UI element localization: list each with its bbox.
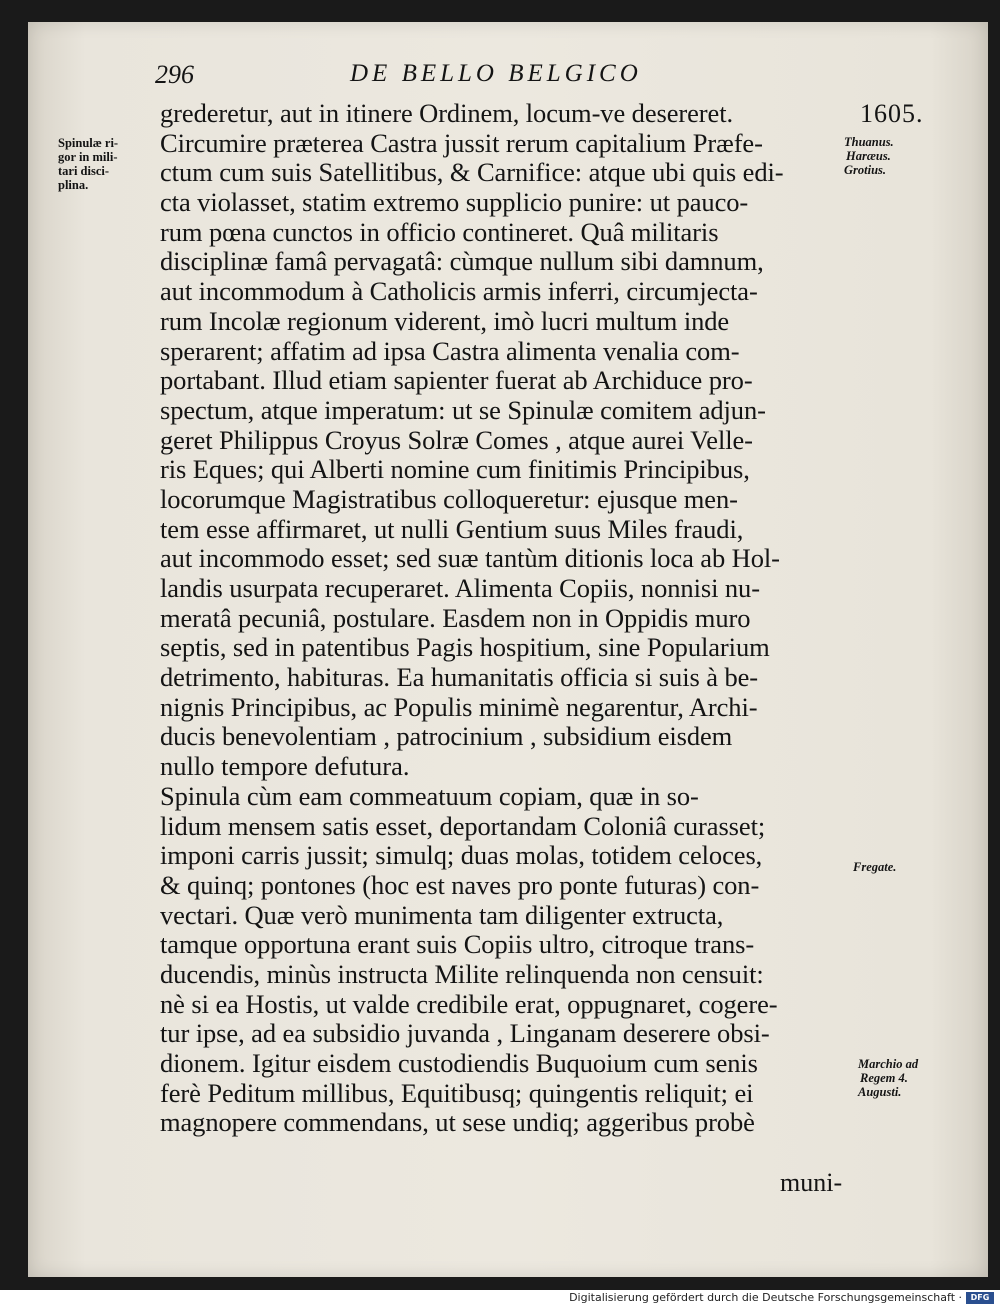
text-line: nullo tempore defutura.	[160, 751, 410, 782]
margin-note-line: gor in mili-	[58, 150, 118, 164]
text-line: cta violasset, statim extremo supplicio punire: ut pauco-	[160, 187, 749, 218]
text-line: ducis benevolentiam , patrocinium , subsidium eisdem	[160, 721, 733, 752]
text-line: spectum, atque imperatum: ut se Spinulæ comitem adjun-	[160, 394, 766, 425]
dfg-logo: DFG	[966, 1292, 994, 1304]
right-margin-marchio	[858, 1057, 958, 1099]
text-line: aut incommodo esset; sed suæ tantùm ditionis loca ab Hol-	[160, 543, 780, 574]
margin-note-line: Regem 4.	[860, 1071, 908, 1085]
margin-note-line: Marchio ad	[858, 1057, 919, 1071]
footer-bar	[0, 1290, 1000, 1307]
text-line: portabant. Illud etiam sapienter fuerat ab Archiduce pro-	[160, 365, 753, 396]
text-line: ctum cum suis Satellitibus, & Carnifice: atque ubi quis edi-	[160, 157, 784, 188]
text-line: vectari. Quæ verò munimenta tam diligenter extructa,	[160, 899, 724, 930]
text-line: tem esse affirmaret, ut nulli Gentium suus Miles fraudi,	[160, 513, 744, 544]
text-line: dionem. Igitur eisdem custodiendis Buquoium cum senis	[160, 1048, 758, 1078]
text-line: Spinula cùm eam commeatuum copiam, quæ in so-	[160, 780, 699, 811]
text-line: aut incommodum à Catholicis armis inferri, circumjecta-	[160, 276, 758, 307]
page-number: 296	[155, 60, 194, 89]
margin-note-line: plina.	[58, 178, 89, 192]
text-line: geret Philippus Croyus Solræ Comes , atque aurei Velle-	[160, 424, 753, 455]
text-line: rum pœna cunctos in officio contineret. Quâ militaris	[160, 216, 719, 247]
text-line: detrimento, habituras. Ea humanitatis officia si suis à be-	[160, 662, 759, 693]
source-thuanus: Thuanus.	[844, 135, 894, 149]
text-line: Circumire præterea Castra jussit rerum capitalium Præfe-	[160, 127, 763, 158]
margin-note-line: Spinulæ ri-	[58, 136, 119, 150]
text-line: magnopere commendans, ut sese undiq; aggeribus probè	[160, 1107, 755, 1138]
catchword: muni-	[780, 1168, 843, 1197]
text-line: ris Eques; qui Alberti nomine cum finitimis Principibus,	[160, 454, 750, 485]
text-line: landis usurpata recuperaret. Alimenta Copiis, nonnisi nu-	[160, 573, 760, 603]
body-text	[160, 99, 860, 1138]
margin-note-line: Augusti.	[858, 1085, 902, 1099]
text-line: sperarent; affatim ad ipsa Castra alimenta venalia com-	[160, 335, 740, 366]
page-header	[155, 60, 855, 100]
running-title: DE BELLO BELGICO	[350, 60, 642, 87]
funding-credit: Digitalisierung gefördert durch die Deutsche Forschungsgemeinschaft ·	[569, 1291, 962, 1304]
text-line: septis, sed in patentibus Pagis hospitium, sine Popularium	[160, 632, 770, 663]
text-line: nè si ea Hostis, ut valde credibile erat, oppugnaret, cogere-	[160, 988, 778, 1019]
text-line: locorumque Magistratibus colloqueretur: ejusque men-	[160, 483, 738, 514]
source-haraeus: Haræus.	[846, 149, 891, 163]
year-marginal: 1605.	[860, 99, 924, 128]
text-line: ferè Peditum millibus, Equitibusq; quingentis reliquit; ei	[160, 1077, 754, 1108]
text-line: rum Incolæ regionum viderent, imò lucri multum inde	[160, 305, 730, 336]
text-line: grederetur, aut in itinere Ordinem, locum-ve desereret.	[160, 98, 734, 128]
text-line: disciplinæ famâ pervagatâ: cùmque nullum sibi damnum,	[160, 246, 764, 277]
text-line: nignis Principibus, ac Populis minimè negarentur, Archi-	[160, 691, 758, 722]
text-line: tur ipse, ad ea subsidio juvanda , Linganam deserere obsi-	[160, 1018, 770, 1049]
text-line: & quinq; pontones (hoc est naves pro ponte futuras) con-	[160, 869, 760, 900]
left-margin-note	[58, 136, 156, 192]
right-margin-fregate: Fregate.	[853, 860, 897, 874]
text-line: tamque opportuna erant suis Copiis ultro, citroque trans-	[160, 929, 755, 960]
text-line: ducendis, minùs instructa Milite relinquenda non censuit:	[160, 958, 764, 989]
margin-note-line: tari disci-	[58, 164, 110, 178]
source-grotius: Grotius.	[844, 163, 887, 177]
text-line: imponi carris jussit; simulq; duas molas, totidem celoces,	[160, 840, 763, 871]
text-line: meratâ pecuniâ, postulare. Easdem non in Oppidis muro	[160, 602, 751, 633]
text-line: lidum mensem satis esset, deportandam Coloniâ curasset;	[160, 810, 766, 841]
